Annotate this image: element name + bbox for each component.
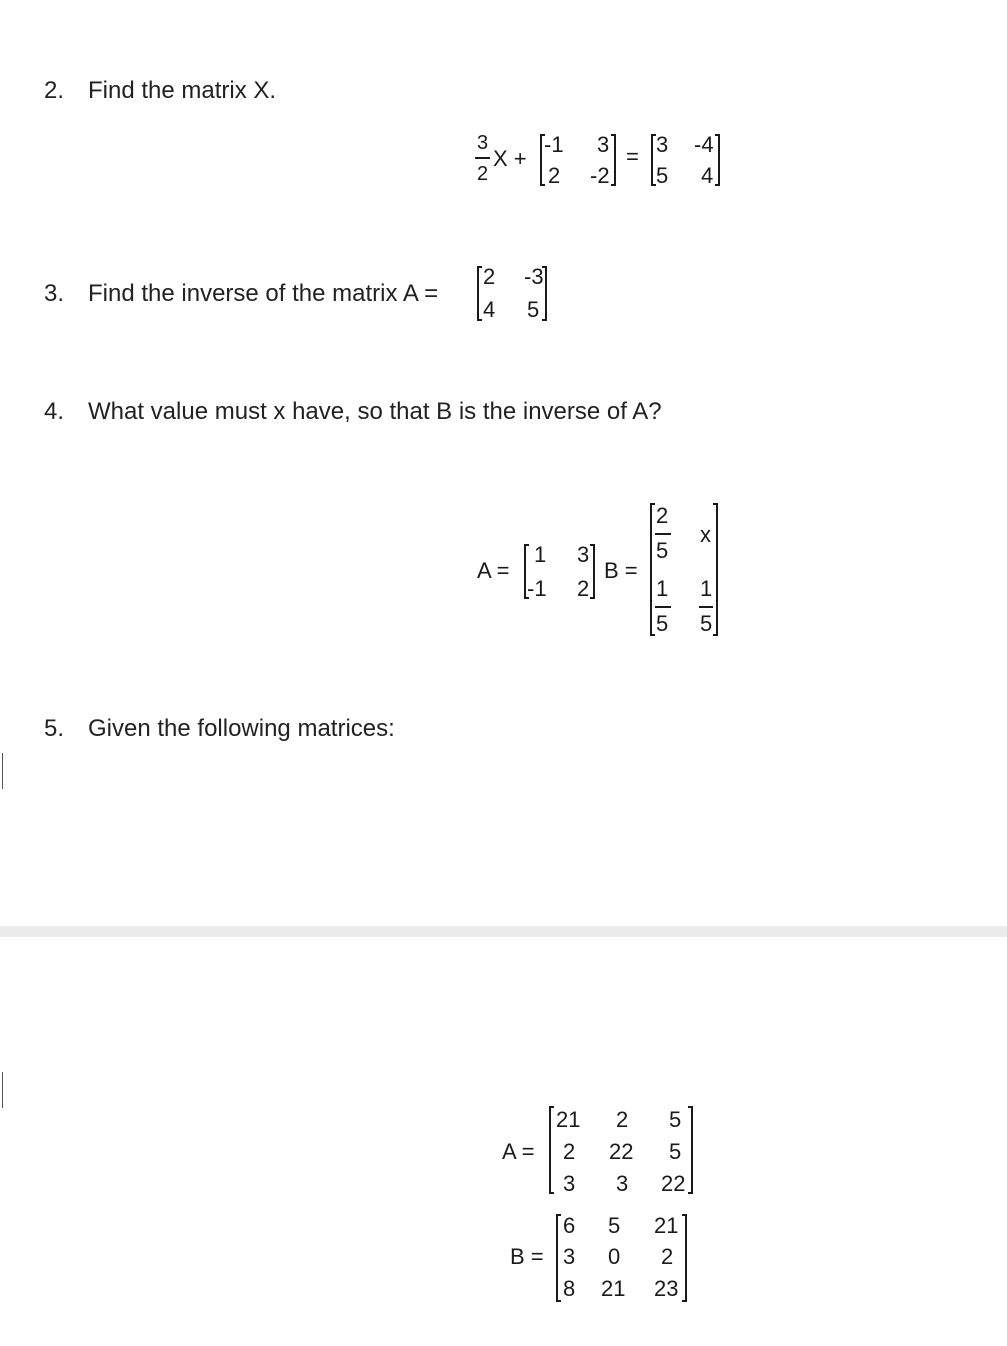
matrix-cell: 2 [483,264,496,289]
matrix-cell: 1 [534,542,547,567]
matrix-cell: 1 [700,576,713,601]
question-4-number: 4. [44,398,65,425]
matrix-cell: 3 [656,132,669,157]
matrix-cell: 21 [556,1107,581,1132]
matrix-cell: 5 [700,611,713,636]
matrix-cell: 5 [656,538,669,563]
matrix-cell: -3 [524,264,544,289]
matrix-bracket-right [542,266,547,321]
matrix-cell: 5 [656,163,669,188]
question-3-number: 3. [44,280,65,307]
matrix-cell: 2 [656,503,669,528]
matrix-cell: -2 [590,163,610,188]
page-divider [0,926,1007,937]
matrix-cell: 2 [577,576,590,601]
text-cursor [2,753,3,789]
matrix-cell: 6 [563,1213,576,1238]
fraction-bar [655,606,671,608]
matrix-cell: 2 [616,1107,629,1132]
matrix-cell: 3 [577,542,590,567]
matrix-cell: 22 [661,1171,686,1196]
matrix-cell: 23 [654,1276,679,1301]
matrix-cell: 3 [563,1171,576,1196]
question-3-text: Find the inverse of the matrix A = [88,280,439,307]
matrix-bracket-right [688,1106,693,1194]
x-plus: X + [493,146,527,171]
matrix-cell: 3 [563,1244,576,1269]
question-5-number: 5. [44,715,65,742]
matrix-cell: 5 [669,1139,682,1164]
matrix-bracket-left [650,503,655,636]
matrix-b-label: B = [604,558,638,583]
matrix-cell: 5 [656,611,669,636]
matrix-a-label: A = [477,558,510,583]
matrix-cell: 8 [563,1276,576,1301]
matrix-cell: 4 [483,297,496,322]
matrix-cell: -4 [694,132,714,157]
fraction-numerator: 3 [477,132,489,154]
question-2-number: 2. [44,77,65,104]
fraction-denominator: 2 [477,163,489,185]
fraction-bar [655,533,671,535]
matrix-bracket-right [590,544,595,599]
fraction-bar [699,606,713,608]
matrix-cell: 4 [701,163,714,188]
matrix-bracket-right [713,503,718,636]
matrix-bracket-left [477,266,482,321]
matrix-cell: 2 [548,163,561,188]
matrix-cell: 3 [597,132,610,157]
matrix-cell: 5 [669,1107,682,1132]
equals-sign: = [626,144,639,169]
matrix-bracket-right [682,1214,687,1302]
matrix-cell: 2 [563,1139,576,1164]
matrix-cell: -1 [527,576,547,601]
matrix-cell: 21 [654,1213,679,1238]
matrix-bracket-right [611,134,616,186]
matrix-cell: 3 [616,1171,629,1196]
matrix-bracket-right [715,134,720,186]
question-4-text: What value must x have, so that B is the inverse of A? [88,398,662,425]
question-2-text: Find the matrix X. [88,77,277,104]
matrix-cell: 21 [601,1276,626,1301]
question-5-text: Given the following matrices: [88,715,395,742]
matrix-cell: 0 [608,1244,621,1269]
matrix-cell: 5 [608,1213,621,1238]
matrix-bracket-left [549,1106,554,1194]
matrix-cell: -1 [544,132,564,157]
text-cursor [2,1072,3,1108]
fraction-bar [475,157,490,159]
matrix-cell: 1 [656,576,669,601]
matrix-cell: 2 [661,1244,674,1269]
matrix-cell: 22 [609,1139,634,1164]
matrix-cell: x [700,522,711,547]
matrix-a-label: A = [502,1139,535,1164]
matrix-cell: 5 [527,297,540,322]
matrix-b-label: B = [510,1244,544,1269]
matrix-bracket-left [556,1214,561,1302]
